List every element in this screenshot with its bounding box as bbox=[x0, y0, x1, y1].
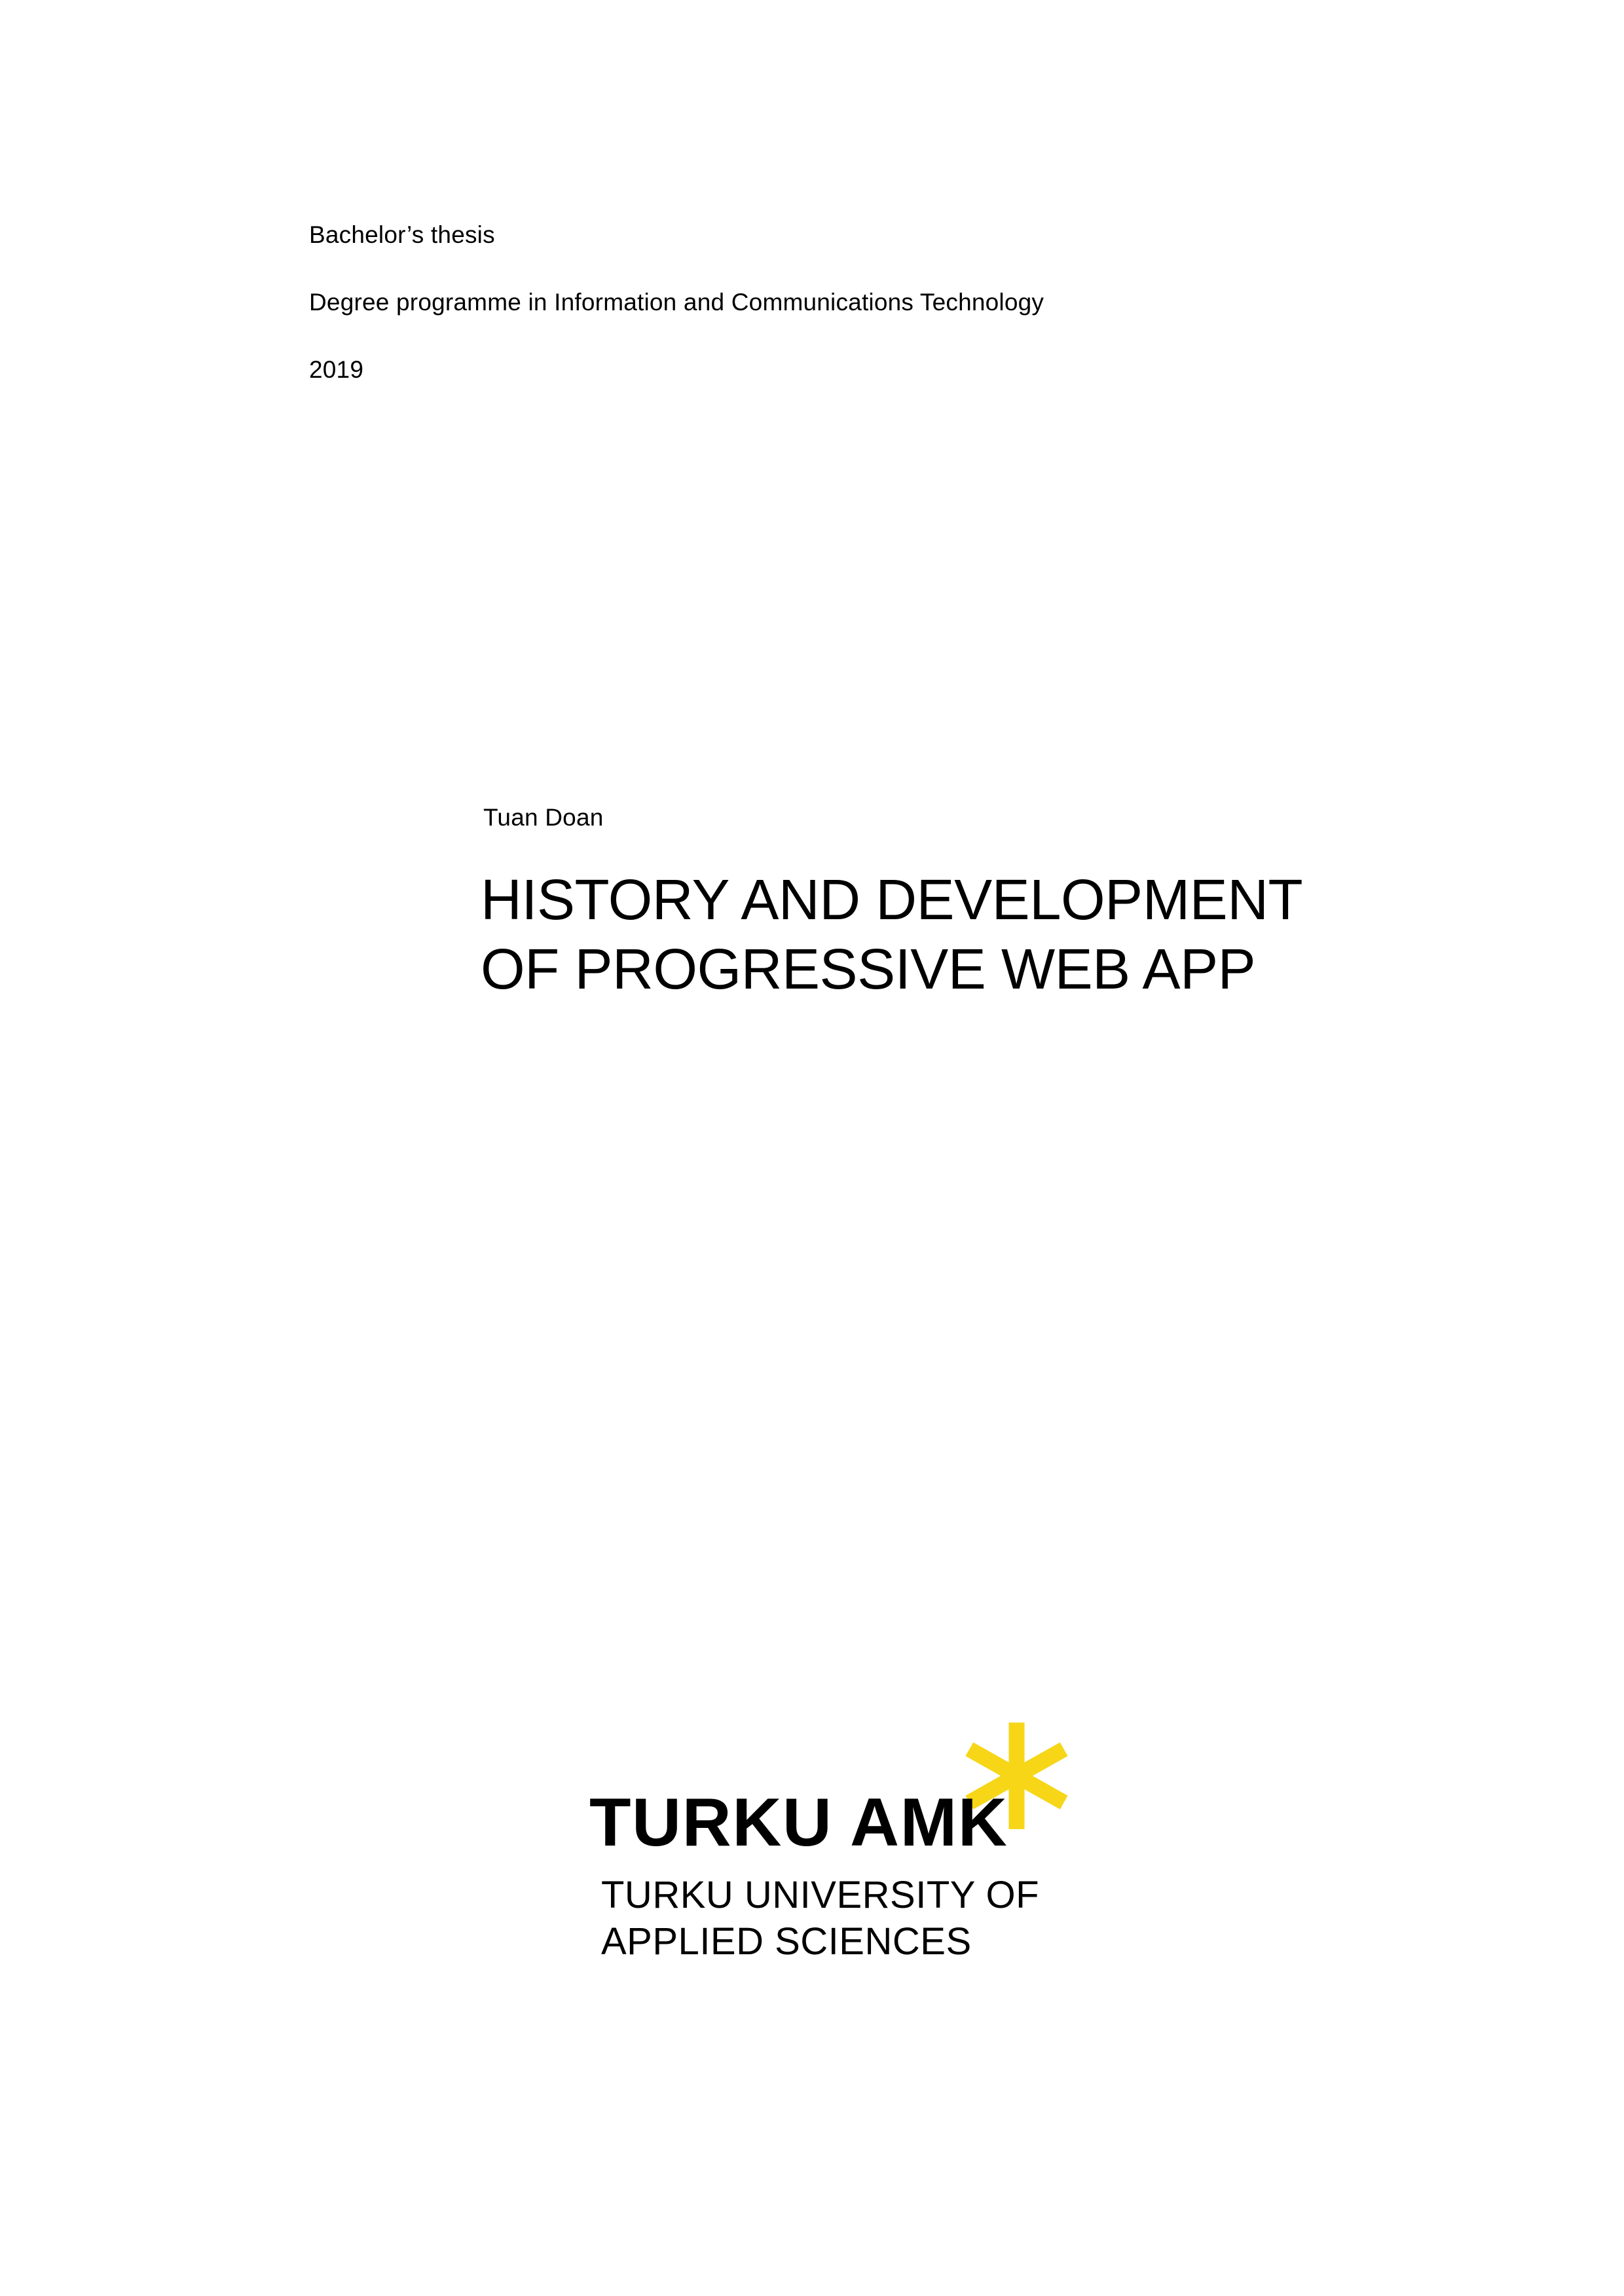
meta-line-year: 2019 bbox=[309, 356, 364, 383]
turku-amk-logo bbox=[576, 1715, 1205, 2043]
logo-subtitle bbox=[601, 1872, 1039, 1965]
page-title-line-1: HISTORY AND DEVELOPMENT bbox=[481, 868, 1303, 932]
logo-subtitle-line-2: APPLIED SCIENCES bbox=[601, 1920, 972, 1963]
meta-line-degree-programme: Degree programme in Information and Communications Technology bbox=[309, 289, 1044, 316]
page-title bbox=[481, 866, 1502, 1004]
page-title-line-2: OF PROGRESSIVE WEB APP bbox=[481, 938, 1256, 1002]
logo-subtitle-line-1: TURKU UNIVERSITY OF bbox=[601, 1874, 1040, 1916]
logo-wordmark: TURKU AMK bbox=[589, 1785, 1008, 1861]
author-name: Tuan Doan bbox=[483, 804, 604, 831]
meta-line-thesis-type: Bachelor’s thesis bbox=[309, 221, 495, 248]
document-meta bbox=[309, 223, 1422, 425]
